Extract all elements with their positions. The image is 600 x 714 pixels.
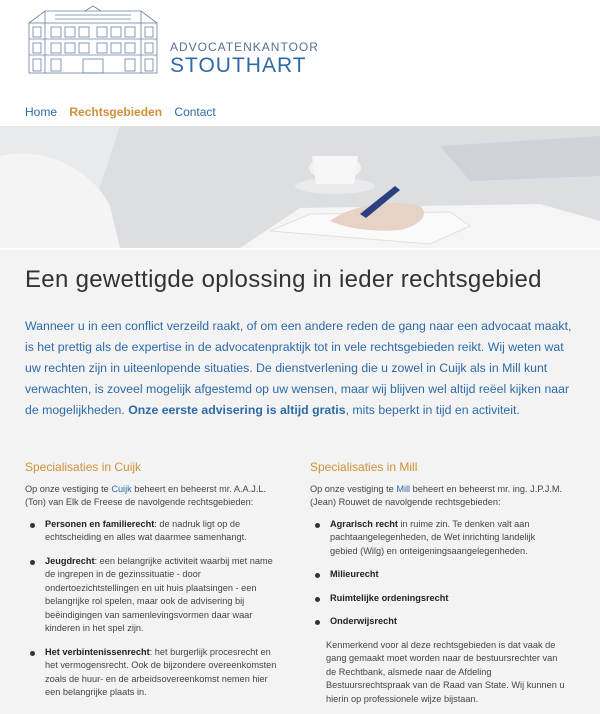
- mill-section: [310, 461, 565, 714]
- cuijk-place-link[interactable]: Cuijk: [111, 483, 132, 494]
- cuijk-section: [25, 461, 280, 710]
- mill-intro: [310, 483, 565, 510]
- list-item-text: in ruime zin. Te denken valt aan pachtaangelegenheden, de Wet inrichting landelijk gebied (Wilg) en onteigeningsaangelegenheden.: [330, 518, 536, 556]
- list-item-text: : het burgerlijk procesrecht en het vermogensrecht. Ook de bijzondere overeenkomsten zoals de huur- en de arbeidsovereenkomst nemen hier een belangrijke plaats in.: [45, 646, 277, 697]
- intro-text: Wanneer u in een conflict verzeild raakt, of om een andere reden de gang naar een advocaat maakt, is het prettig als de expertise in de advocatenpraktijk tot in vele rechtsgebieden reikt. Wij weten wat uw rechten zijn in uiteenlopende situaties. De dienstverlening die u zowel in Cuijk als in Mill kunt verwachten, is zoveel mogelijk afgestemd op uw wensen, maar wij blijven wel altijd reëel kijken naar de mogelijkheden.: [25, 319, 572, 417]
- nav-rechtsgebieden[interactable]: Rechtsgebieden: [69, 105, 163, 119]
- intro-tail: , mits beperkt in tijd en activiteit.: [345, 403, 520, 417]
- cuijk-intro-post: beheert en beheerst mr. A.A.J.L. (Ton) van Elk de Freese de navolgende rechtsgebieden:: [25, 483, 267, 507]
- list-item-title: Onderwijsrecht: [330, 616, 397, 626]
- cuijk-intro-pre: Op onze vestiging te: [25, 483, 112, 494]
- list-item-text: : de nadruk ligt op de echtscheiding en alles wat daarmee samenhangt.: [45, 518, 247, 542]
- mill-place-link[interactable]: Mill: [396, 483, 411, 494]
- intro-highlight: Onze eerste advisering is altijd gratis: [128, 403, 346, 417]
- list-item-title: Ruimtelijke ordeningsrecht: [330, 592, 449, 603]
- list-item-title: Milieurecht: [330, 569, 379, 579]
- mill-intro-post: beheert en beheerst mr. ing. J.P.J.M. (Jean) Rouwet de navolgende rechtsgebieden:: [310, 483, 563, 507]
- nav-home[interactable]: Home: [25, 105, 58, 119]
- list-item: [310, 615, 565, 629]
- list-item-title: Agrarisch recht: [330, 518, 398, 529]
- writing-hand-illustration: [0, 126, 600, 248]
- list-item: [310, 568, 565, 582]
- main-nav: [25, 105, 225, 119]
- mill-heading: Specialisaties in Mill: [310, 460, 418, 474]
- mill-intro-pre: Op onze vestiging te: [310, 483, 397, 494]
- hero-image: [0, 126, 600, 248]
- list-item: [25, 555, 280, 636]
- cuijk-intro: [25, 483, 280, 510]
- logo-subtitle: ADVOCATENKANTOOR: [170, 40, 319, 54]
- list-item-text: : een belangrijke activiteit waarbij met name de ingrepen in de gezinssituatie - door ondertoezichtstellingen en uit huis plaatsingen - een belangrijke rol spelen, maar ook de advisering bij beëindigingen van samenlevingsvormen daar waar kinderen in het spel zijn.: [45, 555, 273, 633]
- list-item-title: Jeugdrecht: [45, 555, 95, 566]
- mill-closing: Kenmerkend voor al deze rechtsgebieden is dat vaak de gang gemaakt moet worden naar de bestuursrechter van de Rechtbank, alsmede naar de Afdeling Bestuursrechtspraak van de Raad van State. Wij kunnen u hierin op professionele wijze bijstaan.: [326, 639, 565, 704]
- list-item-title: Het verbintenissenrecht: [45, 646, 150, 657]
- site-header: [0, 0, 600, 250]
- list-item: [310, 592, 565, 606]
- intro-paragraph: [25, 316, 575, 421]
- mill-list: [310, 518, 565, 629]
- list-item: [25, 646, 280, 700]
- list-item: [25, 518, 280, 545]
- page-title: Een gewettigde oplossing in ieder rechtsgebied: [25, 266, 542, 293]
- nav-contact[interactable]: Contact: [174, 105, 216, 119]
- site-logo[interactable]: [25, 5, 319, 77]
- cuijk-list: [25, 518, 280, 700]
- list-item-title: Personen en familierecht: [45, 518, 155, 529]
- list-item: [310, 518, 565, 559]
- building-drawing-icon: [25, 5, 165, 77]
- cuijk-heading: Specialisaties in Cuijk: [25, 460, 142, 474]
- logo-title: STOUTHART: [170, 54, 307, 77]
